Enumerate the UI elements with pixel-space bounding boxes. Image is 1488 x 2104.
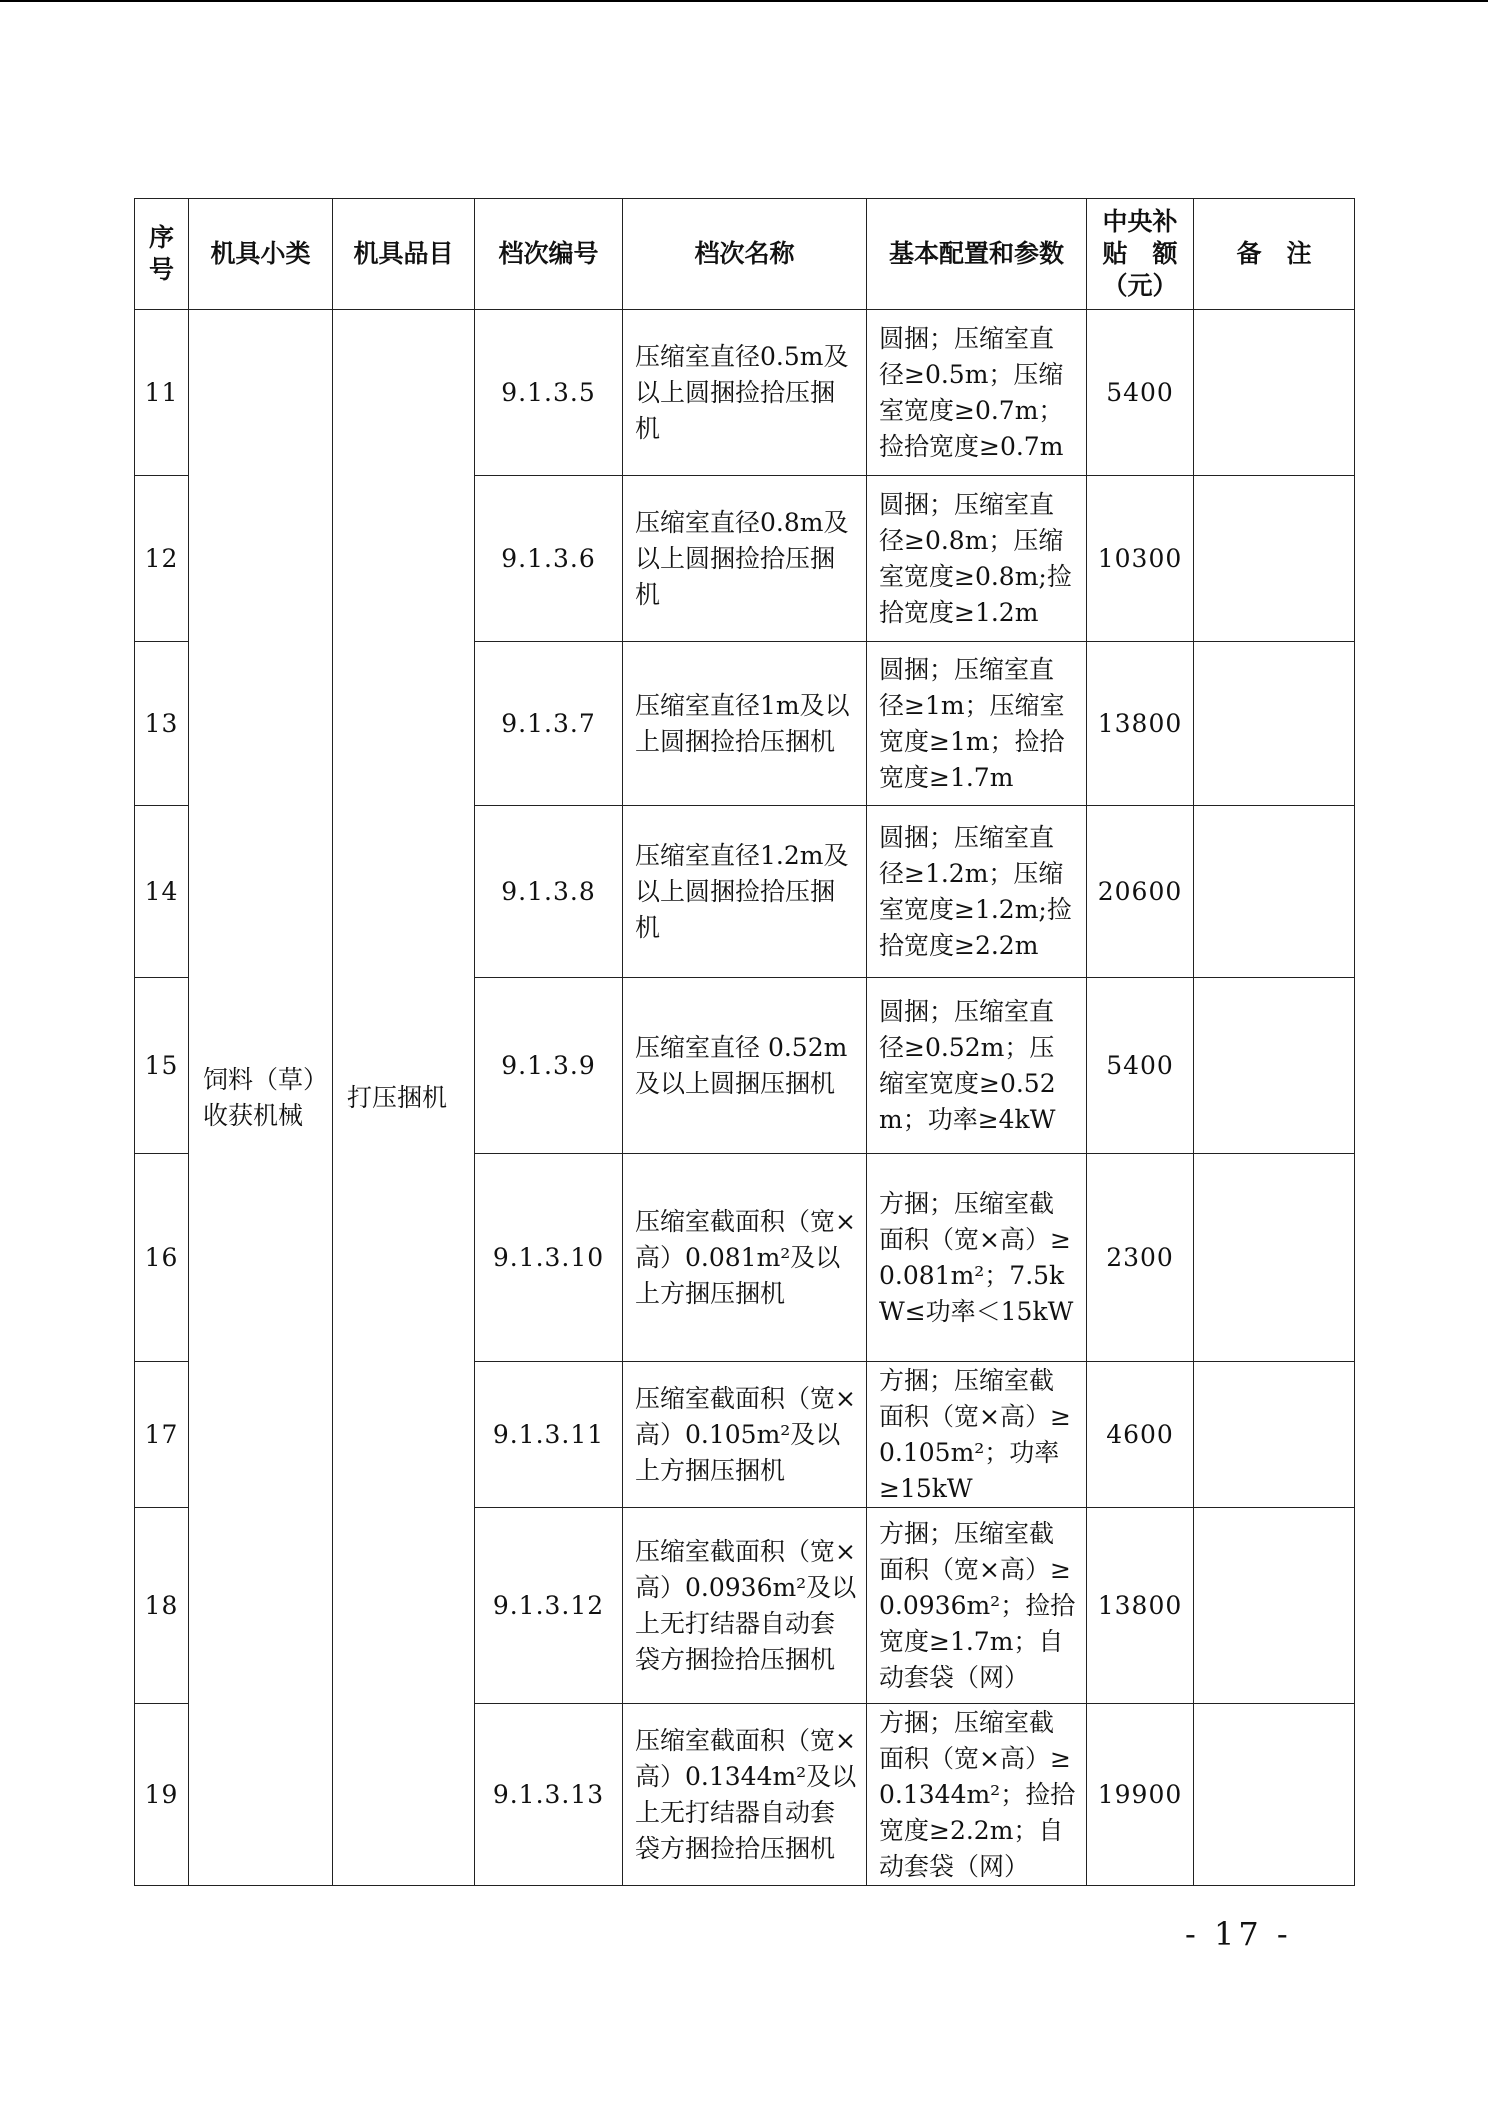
- row-seq: 15: [135, 978, 189, 1154]
- page-number: - 17 -: [1185, 1915, 1292, 1953]
- header-subsidy-line3: （元）: [1102, 271, 1178, 300]
- row-remark: [1194, 1508, 1355, 1704]
- row-config: 圆捆；压缩室直径≥0.5m；压缩室宽度≥0.7m；捡拾宽度≥0.7m: [867, 310, 1087, 476]
- row-name: 压缩室截面积（宽×高）0.105m²及以上方捆压捆机: [623, 1362, 867, 1508]
- row-code: 9.1.3.9: [475, 978, 623, 1154]
- row-remark: [1194, 1704, 1355, 1886]
- row-code: 9.1.3.6: [475, 476, 623, 642]
- row-name: 压缩室直径1.2m及以上圆捆捡拾压捆机: [623, 806, 867, 978]
- row-name: 压缩室直径0.8m及以上圆捆捡拾压捆机: [623, 476, 867, 642]
- row-remark: [1194, 806, 1355, 978]
- row-config: 圆捆；压缩室直径≥0.8m；压缩室宽度≥0.8m;捡拾宽度≥1.2m: [867, 476, 1087, 642]
- row-config: 方捆；压缩室截面积（宽×高）≥0.1344m²；捡拾宽度≥2.2m；自动套袋（网）: [867, 1704, 1087, 1886]
- row-config: 圆捆；压缩室直径≥0.52m；压缩室宽度≥0.52m；功率≥4kW: [867, 978, 1087, 1154]
- row-remark: [1194, 476, 1355, 642]
- row-remark: [1194, 1154, 1355, 1362]
- row-subsidy: 13800: [1087, 1508, 1194, 1704]
- header-subsidy: [1087, 199, 1194, 310]
- row-remark: [1194, 1362, 1355, 1508]
- header-remark: 备 注: [1194, 199, 1355, 310]
- row-code: 9.1.3.10: [475, 1154, 623, 1362]
- row-seq: 17: [135, 1362, 189, 1508]
- row-config: 方捆；压缩室截面积（宽×高）≥0.105m²；功率≥15kW: [867, 1362, 1087, 1508]
- header-subclass: 机具小类: [189, 199, 333, 310]
- row-seq: 12: [135, 476, 189, 642]
- row-remark: [1194, 310, 1355, 476]
- row-name: 压缩室直径 0.52m及以上圆捆压捆机: [623, 978, 867, 1154]
- subsidy-table: [134, 198, 1355, 1886]
- row-seq: 14: [135, 806, 189, 978]
- row-seq: 11: [135, 310, 189, 476]
- row-subsidy: 10300: [1087, 476, 1194, 642]
- header-row: [135, 199, 1355, 310]
- header-subsidy-line2: 贴 额: [1102, 239, 1178, 268]
- header-seq-line1: 序: [148, 223, 174, 252]
- row-subsidy: 20600: [1087, 806, 1194, 978]
- row-config: 方捆；压缩室截面积（宽×高）≥0.0936m²；捡拾宽度≥1.7m；自动套袋（网）: [867, 1508, 1087, 1704]
- row-name: 压缩室直径1m及以上圆捆捡拾压捆机: [623, 642, 867, 806]
- row-seq: 18: [135, 1508, 189, 1704]
- item-cell: 打压捆机: [333, 310, 475, 1886]
- row-subsidy: 5400: [1087, 978, 1194, 1154]
- top-border-line: [0, 0, 1488, 2]
- header-seq: [135, 199, 189, 310]
- row-code: 9.1.3.8: [475, 806, 623, 978]
- header-item: 机具品目: [333, 199, 475, 310]
- row-config: 圆捆；压缩室直径≥1m；压缩室宽度≥1m；捡拾宽度≥1.7m: [867, 642, 1087, 806]
- row-subsidy: 4600: [1087, 1362, 1194, 1508]
- row-subsidy: 2300: [1087, 1154, 1194, 1362]
- header-seq-line2: 号: [148, 255, 174, 284]
- header-grade-code: 档次编号: [475, 199, 623, 310]
- row-config: 方捆；压缩室截面积（宽×高）≥ 0.081m²；7.5kW≤功率＜15kW: [867, 1154, 1087, 1362]
- row-name: 压缩室截面积（宽×高）0.081m²及以上方捆压捆机: [623, 1154, 867, 1362]
- table-row: [135, 310, 1355, 476]
- row-config: 圆捆；压缩室直径≥1.2m；压缩室宽度≥1.2m;捡拾宽度≥2.2m: [867, 806, 1087, 978]
- row-code: 9.1.3.5: [475, 310, 623, 476]
- row-name: 压缩室直径0.5m及以上圆捆捡拾压捆机: [623, 310, 867, 476]
- row-name: 压缩室截面积（宽×高）0.1344m²及以上无打结器自动套袋方捆捡拾压捆机: [623, 1704, 867, 1886]
- row-code: 9.1.3.11: [475, 1362, 623, 1508]
- row-seq: 13: [135, 642, 189, 806]
- row-subsidy: 5400: [1087, 310, 1194, 476]
- header-config: 基本配置和参数: [867, 199, 1087, 310]
- row-seq: 16: [135, 1154, 189, 1362]
- row-code: 9.1.3.13: [475, 1704, 623, 1886]
- row-code: 9.1.3.7: [475, 642, 623, 806]
- header-grade-name: 档次名称: [623, 199, 867, 310]
- header-subsidy-line1: 中央补: [1102, 207, 1178, 236]
- row-code: 9.1.3.12: [475, 1508, 623, 1704]
- row-subsidy: 13800: [1087, 642, 1194, 806]
- row-remark: [1194, 642, 1355, 806]
- row-name: 压缩室截面积（宽×高）0.0936m²及以上无打结器自动套袋方捆捡拾压捆机: [623, 1508, 867, 1704]
- subclass-cell: 饲料（草）收获机械: [189, 310, 333, 1886]
- row-seq: 19: [135, 1704, 189, 1886]
- row-subsidy: 19900: [1087, 1704, 1194, 1886]
- row-remark: [1194, 978, 1355, 1154]
